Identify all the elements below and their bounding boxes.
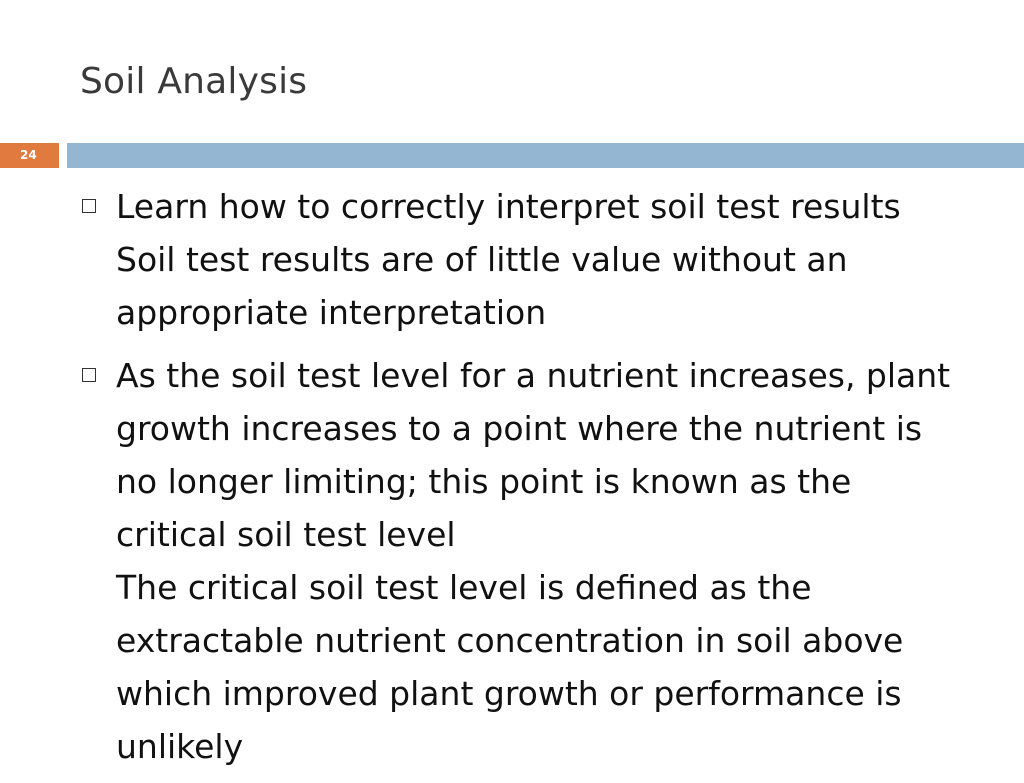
square-bullet-icon bbox=[82, 199, 96, 213]
slide-content bbox=[78, 180, 998, 783]
header-bar bbox=[67, 143, 1024, 168]
bullet-text-line: extractable nutrient concentration in soil above bbox=[116, 621, 904, 660]
bullet-text-line: growth increases to a point where the nutrient is bbox=[116, 409, 923, 448]
bullet-text-line: which improved plant growth or performance is bbox=[116, 674, 902, 713]
bullet-text-line: As the soil test level for a nutrient increases, plant bbox=[116, 356, 951, 395]
bullet-item bbox=[78, 349, 998, 773]
bullet-item bbox=[78, 180, 998, 339]
bullet-text-line: appropriate interpretation bbox=[116, 293, 547, 332]
slide-title: Soil Analysis bbox=[80, 61, 308, 102]
bullet-text-line: critical soil test level bbox=[116, 515, 456, 554]
bullet-text-line: no longer limiting; this point is known as the bbox=[116, 462, 852, 501]
square-bullet-icon bbox=[82, 368, 96, 382]
bullet-text-line: The critical soil test level is defined as the bbox=[116, 568, 812, 607]
slide-number: 24 bbox=[0, 143, 59, 168]
bullet-text-line: Learn how to correctly interpret soil test results bbox=[116, 187, 901, 226]
bullet-text-line: unlikely bbox=[116, 727, 244, 766]
bullet-text-line: Soil test results are of little value without an bbox=[116, 240, 848, 279]
